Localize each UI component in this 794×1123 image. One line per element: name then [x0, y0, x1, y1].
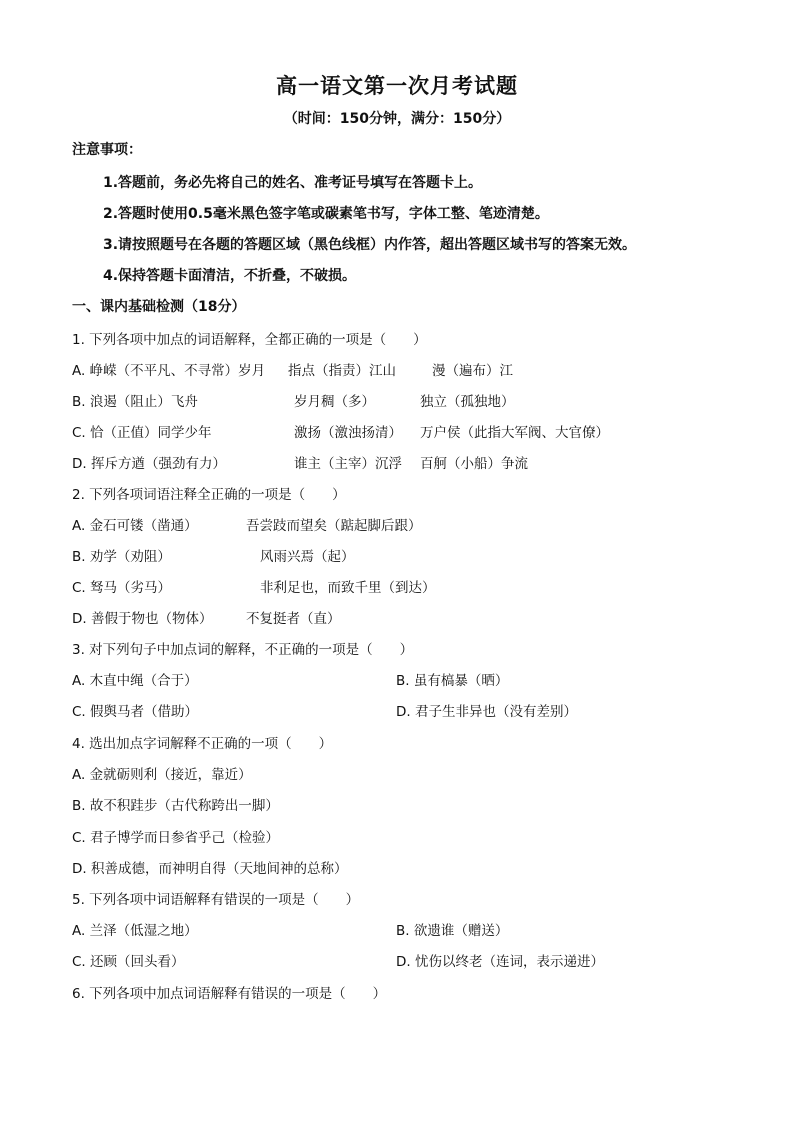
- notice-heading: 注意事项：: [72, 142, 142, 158]
- option-part: 激扬（激浊扬清）: [294, 425, 402, 441]
- option-b: B. 欲遗谁（赠送）: [396, 923, 509, 939]
- question-stem: 4. 选出加点字词解释不正确的一项（ ）: [72, 736, 333, 752]
- option-part: 吾尝跂而望矣（踮起脚后跟）: [246, 518, 422, 534]
- option-part: B. 浪遏（阻止）飞舟: [72, 394, 198, 410]
- section-heading: 一、课内基础检测（18分）: [72, 299, 246, 315]
- option-a: A. 金就砺则利（接近，靠近）: [72, 767, 252, 783]
- option-part: 岁月稠（多）: [294, 394, 375, 410]
- notice-item: 1.答题前，务必先将自己的姓名、准考证号填写在答题卡上。: [103, 175, 483, 191]
- option-part: 指点（指责）江山: [288, 363, 396, 379]
- exam-info: （时间：150分钟，满分：150分）: [283, 111, 511, 127]
- option-row: [72, 545, 355, 565]
- option-row: [72, 514, 422, 534]
- option-c: C. 还顾（回头看）: [72, 954, 185, 970]
- option-part: D. 挥斥方遒（强劲有力）: [72, 456, 226, 472]
- question-stem: 1. 下列各项中加点的词语解释，全都正确的一项是（ ）: [72, 332, 427, 348]
- option-part: D. 善假于物也（物体）: [72, 611, 213, 627]
- option-part: 谁主（主宰）沉浮: [294, 456, 402, 472]
- page-title: 高一语文第一次月考试题: [276, 74, 518, 98]
- option-c: C. 假舆马者（借助）: [72, 704, 199, 720]
- option-part: C. 恰（正值）同学少年: [72, 425, 212, 441]
- option-part: 漫（遍布）江: [432, 363, 513, 379]
- option-part: A. 峥嵘（不平凡、不寻常）岁月: [72, 363, 266, 379]
- option-row: [72, 359, 513, 379]
- option-b: B. 虽有槁暴（晒）: [396, 673, 509, 689]
- option-part: A. 金石可镂（凿通）: [72, 518, 198, 534]
- option-d: D. 君子生非异也（没有差别）: [396, 704, 577, 720]
- option-row: [72, 421, 609, 441]
- option-b: B. 故不积跬步（古代称跨出一脚）: [72, 798, 279, 814]
- notice-item: 3.请按照题号在各题的答题区域（黑色线框）内作答，超出答题区域书写的答案无效。: [103, 237, 637, 253]
- option-row: [72, 452, 528, 472]
- option-part: 风雨兴焉（起）: [260, 549, 355, 565]
- option-c: C. 君子博学而日参省乎己（检验）: [72, 830, 280, 846]
- option-part: C. 驽马（劣马）: [72, 580, 172, 596]
- question-stem: 2. 下列各项词语注释全正确的一项是（ ）: [72, 487, 346, 503]
- option-part: 百舸（小船）争流: [420, 456, 528, 472]
- option-a: A. 木直中绳（合于）: [72, 673, 198, 689]
- option-part: 独立（孤独地）: [420, 394, 515, 410]
- question-stem: 3. 对下列句子中加点词的解释，不正确的一项是（ ）: [72, 642, 414, 658]
- question-stem: 5. 下列各项中词语解释有错误的一项是（ ）: [72, 892, 360, 908]
- notice-item: 2.答题时使用0.5毫米黑色签字笔或碳素笔书写，字体工整、笔迹清楚。: [103, 206, 549, 222]
- option-part: 不复挺者（直）: [246, 611, 341, 627]
- option-part: 非利足也，而致千里（到达）: [260, 580, 436, 596]
- option-row: [72, 607, 341, 627]
- option-part: 万户侯（此指大军阀、大官僚）: [420, 425, 609, 441]
- option-part: B. 劝学（劝阻）: [72, 549, 171, 565]
- option-row: [72, 390, 515, 410]
- notice-item: 4.保持答题卡面清洁，不折叠，不破损。: [103, 268, 357, 284]
- option-row: [72, 576, 436, 596]
- option-d: D. 忧伤以终老（连词，表示递进）: [396, 954, 604, 970]
- option-d: D. 积善成德，而神明自得（天地间神的总称）: [72, 861, 348, 877]
- option-a: A. 兰泽（低湿之地）: [72, 923, 198, 939]
- question-stem: 6. 下列各项中加点词语解释有错误的一项是（ ）: [72, 986, 387, 1002]
